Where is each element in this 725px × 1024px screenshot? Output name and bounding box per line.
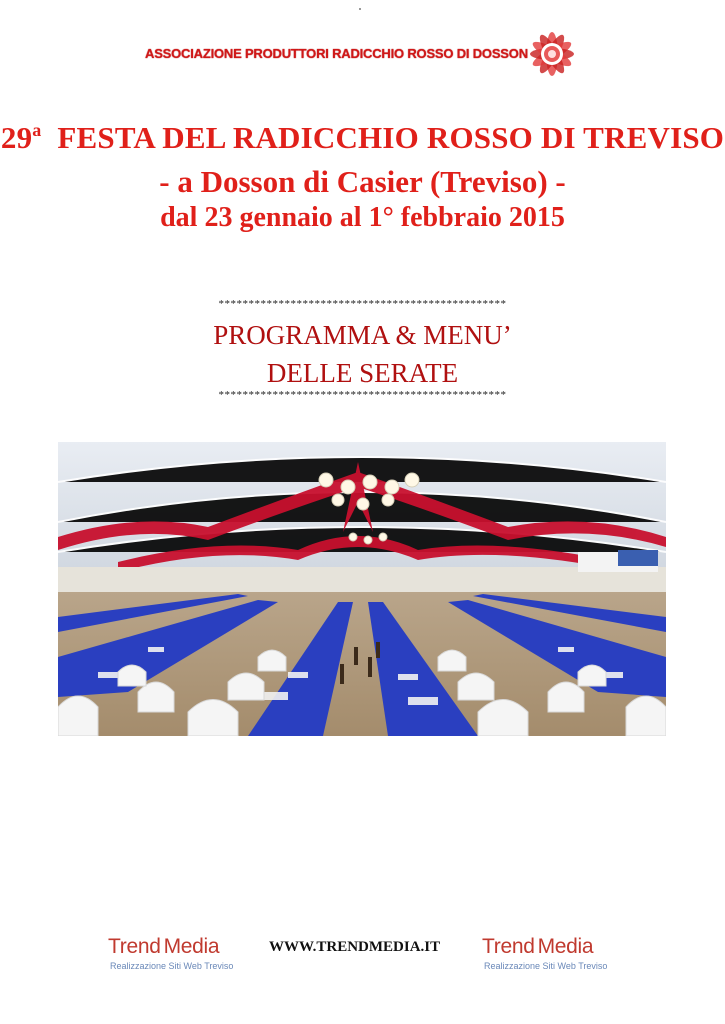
program-heading-line1: PROGRAMMA & MENU’: [213, 320, 512, 350]
stars-divider-top: ************************************************: [218, 298, 507, 310]
association-header: ASSOCIAZIONE PRODUTTORI RADICCHIO ROSSO DI DOSSON: [145, 46, 528, 61]
edition-number: 29: [0, 120, 33, 155]
festival-dates: dal 23 gennaio al 1° febbraio 2015: [160, 202, 565, 233]
festival-tent-photo: [58, 442, 666, 736]
program-heading-line2: DELLE SERATE: [266, 358, 459, 388]
website-link[interactable]: WWW.TRENDMEDIA.IT: [269, 939, 441, 955]
radicchio-flower-logo: [526, 28, 578, 80]
trendmedia-logo-right: Trend Media Realizzazione Siti Web Treviso: [482, 935, 608, 971]
tagline-right: Realizzazione Siti Web Treviso: [484, 961, 608, 971]
festival-title: [0, 120, 725, 156]
festival-name: FESTA DEL RADICCHIO ROSSO DI TREVISO: [41, 120, 725, 155]
stray-dot: [359, 8, 361, 10]
edition-ordinal: a: [32, 120, 42, 140]
trendmedia-logo-left: Trend Media Realizzazione Siti Web Treviso: [108, 935, 234, 971]
festival-location: - a Dosson di Casier (Treviso) -: [159, 164, 566, 199]
tagline-left: Realizzazione Siti Web Treviso: [110, 961, 234, 971]
stars-divider-bottom: ************************************************: [218, 389, 507, 401]
